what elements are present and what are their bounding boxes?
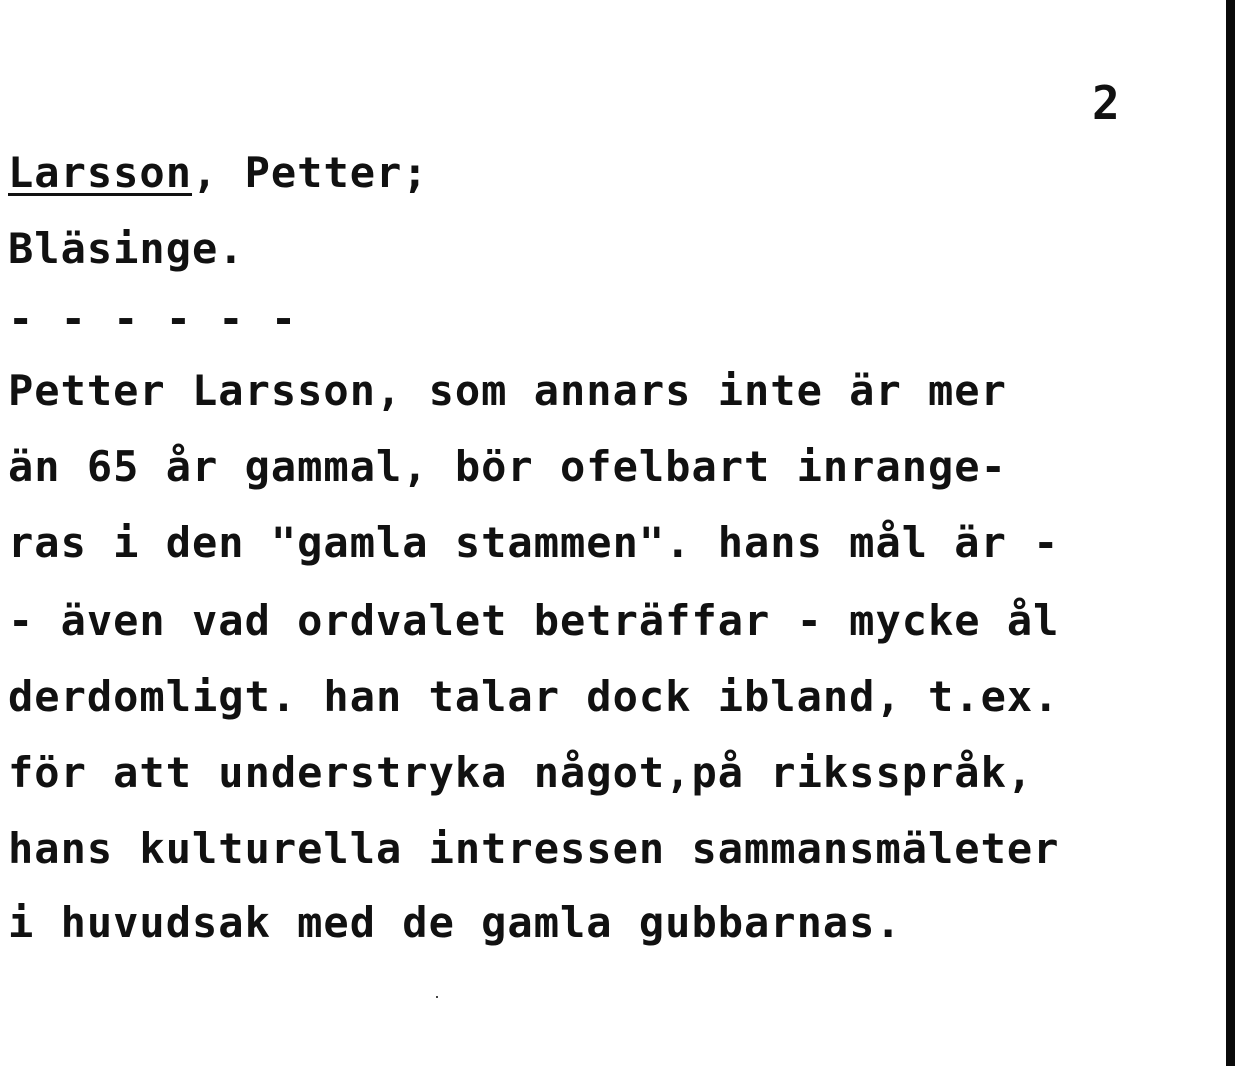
body-line: för att understryka något,på riksspråk, [8, 748, 1034, 797]
heading-surname: Larsson [8, 148, 193, 197]
page-number: 2 [1092, 76, 1120, 130]
separator-dashes: - - - - - - [8, 294, 298, 343]
heading-name-line [8, 148, 429, 197]
body-line: Petter Larsson, som annars inte är mer [8, 366, 1007, 415]
heading-forename: , Petter; [192, 148, 429, 197]
heading-place: Bläsinge. [8, 224, 245, 273]
body-line: än 65 år gammal, bör ofelbart inrange- [8, 442, 1007, 491]
page-edge-rule [1226, 0, 1235, 1066]
body-line: derdomligt. han talar dock ibland, t.ex. [8, 672, 1060, 721]
ink-speck [436, 996, 438, 998]
body-line: i huvudsak med de gamla gubbarnas. [8, 898, 902, 947]
body-line: ras i den "gamla stammen". hans mål är - [8, 518, 1060, 567]
body-line: hans kulturella intressen sammansmäleter [8, 824, 1060, 873]
body-line: - även vad ordvalet beträffar - mycke ål [8, 596, 1060, 645]
